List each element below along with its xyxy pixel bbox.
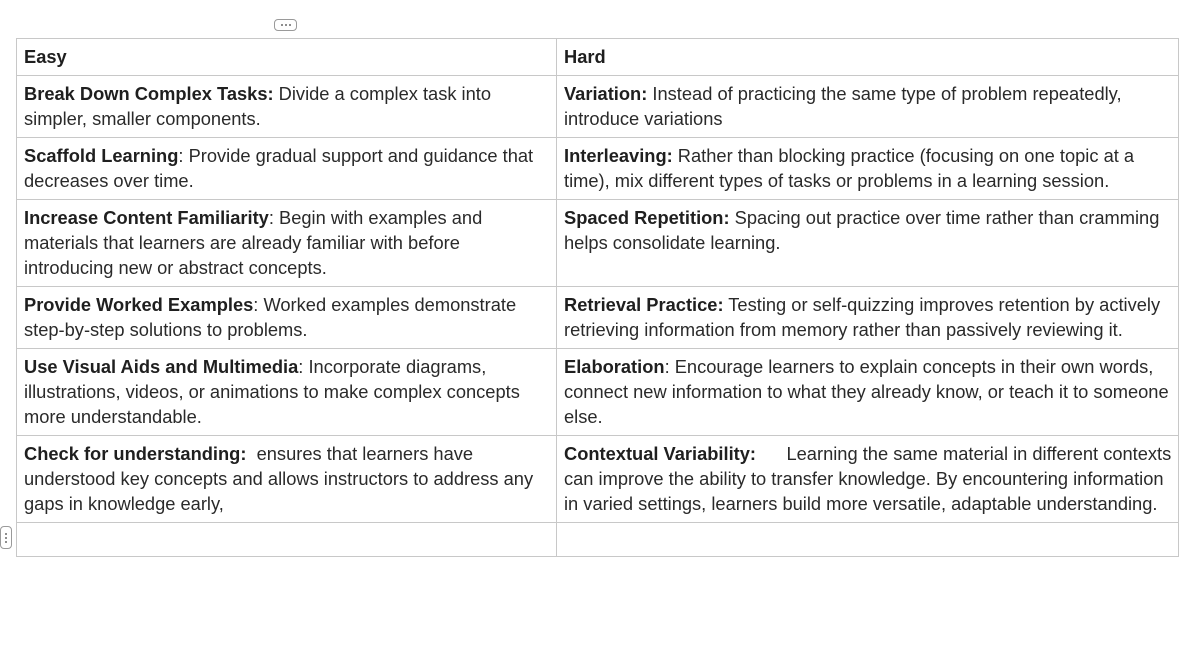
- row-handle[interactable]: [0, 526, 12, 549]
- table-row: [17, 76, 1179, 138]
- cell-term: Scaffold Learning: [24, 145, 179, 166]
- table-row: [17, 436, 1179, 523]
- cell-term: Increase Content Familiarity: [24, 207, 269, 228]
- cell-text: : Incorporate diagrams, illustrations, videos, or animations to make complex concepts more understandable.: [24, 356, 520, 427]
- cell-term: Elaboration: [564, 356, 665, 377]
- cell-text: Learning the same material in different contexts can improve the ability to transfer knowledge. By encountering information in varied settings, learners build more versatile, adaptable understanding.: [564, 443, 1177, 514]
- easy-cell[interactable]: [17, 436, 557, 523]
- cell-text: : Provide gradual support and guidance that decreases over time.: [24, 145, 534, 191]
- cell-term: Variation:: [564, 83, 648, 104]
- cell-text: Spacing out practice over time rather than cramming helps consolidate learning.: [564, 207, 1160, 253]
- easy-cell[interactable]: [17, 138, 557, 200]
- hard-cell[interactable]: [557, 200, 1179, 287]
- hard-cell[interactable]: [557, 138, 1179, 200]
- easy-cell[interactable]: [17, 349, 557, 436]
- hard-cell[interactable]: [557, 349, 1179, 436]
- cell-text: : Encourage learners to explain concepts in their own words, connect new information to what they already know, or teach it to someone else.: [564, 356, 1169, 427]
- cell-text: Instead of practicing the same type of problem repeatedly, introduce variations: [564, 83, 1122, 129]
- easy-cell[interactable]: [17, 523, 557, 557]
- cell-term: Use Visual Aids and Multimedia: [24, 356, 299, 377]
- column-handle[interactable]: [274, 19, 297, 31]
- table-row: [17, 138, 1179, 200]
- cell-text: Rather than blocking practice (focusing on one topic at a time), mix different types of tasks or problems in a learning session.: [564, 145, 1135, 191]
- cell-term: Check for understanding:: [24, 443, 247, 464]
- table-row: [17, 287, 1179, 349]
- cell-text: Divide a complex task into simpler, smaller components.: [24, 83, 492, 129]
- cell-text: ensures that learners have understood key concepts and allows instructors to address any gaps in knowledge early,: [24, 443, 539, 514]
- cell-text: Testing or self-quizzing improves retention by actively retrieving information from memory rather than passively reviewing it.: [564, 294, 1161, 340]
- table-row-empty: [17, 523, 1179, 557]
- cell-term: Break Down Complex Tasks:: [24, 83, 274, 104]
- header-easy[interactable]: Easy: [17, 39, 557, 76]
- easy-cell[interactable]: [17, 287, 557, 349]
- comparison-table: [16, 38, 1179, 557]
- cell-term: Provide Worked Examples: [24, 294, 254, 315]
- cell-text: : Begin with examples and materials that learners are already familiar with before introducing new or abstract concepts.: [24, 207, 483, 278]
- easy-cell[interactable]: [17, 200, 557, 287]
- cell-term: Contextual Variability:: [564, 443, 756, 464]
- more-horizontal-icon: [281, 24, 291, 26]
- hard-cell[interactable]: [557, 76, 1179, 138]
- cell-term: Retrieval Practice:: [564, 294, 724, 315]
- cell-term: Interleaving:: [564, 145, 673, 166]
- hard-cell[interactable]: [557, 287, 1179, 349]
- easy-cell[interactable]: [17, 76, 557, 138]
- hard-cell[interactable]: [557, 436, 1179, 523]
- hard-cell[interactable]: [557, 523, 1179, 557]
- table-header-row: [17, 39, 1179, 76]
- table-row: [17, 349, 1179, 436]
- more-vertical-icon: [5, 533, 7, 543]
- header-hard[interactable]: Hard: [557, 39, 1179, 76]
- cell-term: Spaced Repetition:: [564, 207, 730, 228]
- cell-text: : Worked examples demonstrate step-by-step solutions to problems.: [24, 294, 517, 340]
- table-row: [17, 200, 1179, 287]
